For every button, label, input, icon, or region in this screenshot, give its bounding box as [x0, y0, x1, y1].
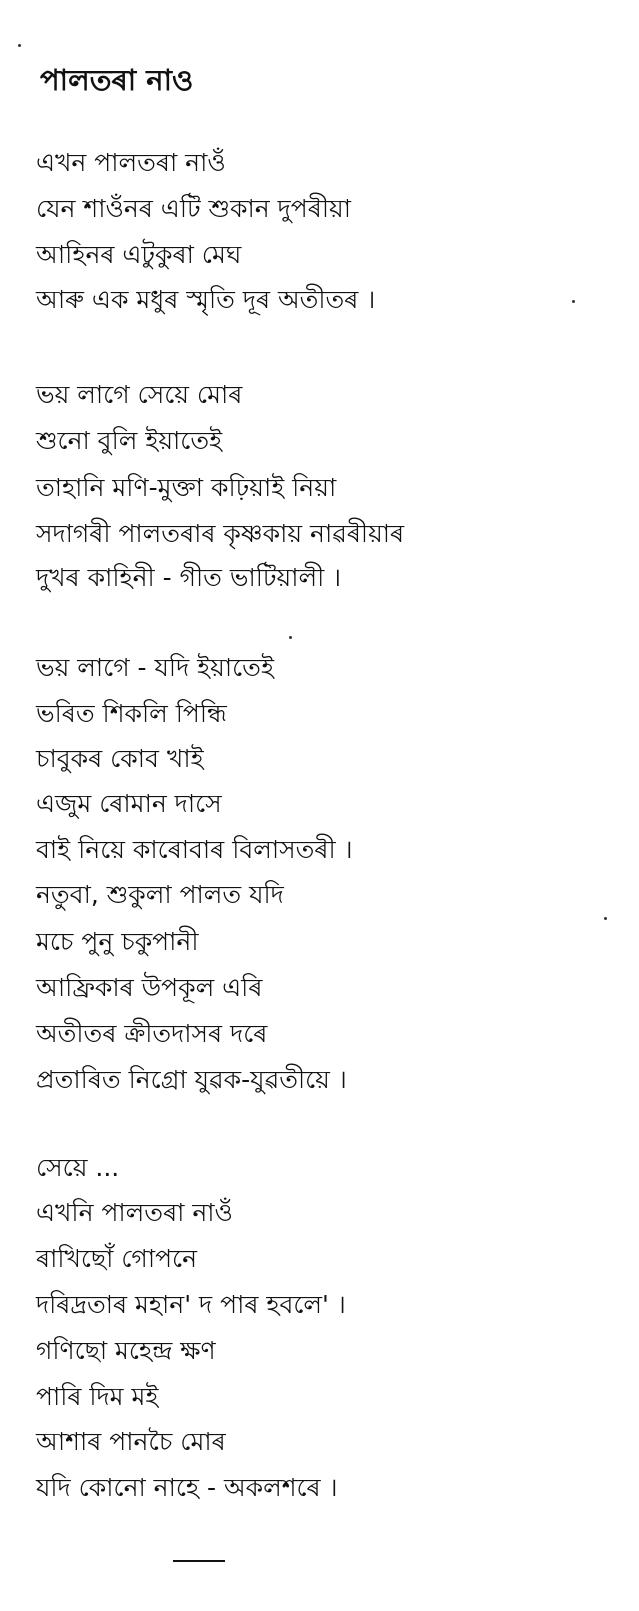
poem-line: সেয়ে ...	[36, 1153, 120, 1182]
poem-line: প্রতাৰিত নিগ্রো যুৱক-যুৱতীয়ে ।	[36, 1065, 347, 1094]
scan-speck	[289, 636, 292, 639]
poem-line: আহিনৰ এটুকুৰা মেঘ	[36, 240, 242, 269]
poem-line: আশাৰ পানচৈ মোৰ	[36, 1427, 226, 1456]
poem-line: অতীতৰ ক্রীতদাসৰ দৰে	[36, 1019, 268, 1048]
poem-line: নতুবা, শুকুলা পালত যদি	[36, 880, 284, 909]
poem-line: ভয় লাগে সেয়ে মোৰ	[36, 380, 243, 409]
poem-line: মচে পুনু চকুপানী	[36, 927, 199, 956]
scan-speck	[18, 44, 21, 47]
poem-line: যেন শাওঁনৰ এটি শুকান দুপৰীয়া	[36, 194, 351, 223]
poem-line: গণিছো মহেন্দ্র ক্ষণ	[36, 1336, 216, 1365]
end-rule	[173, 1560, 225, 1562]
poem-line: বাই নিয়ে কাৰোবাৰ বিলাসতৰী ।	[36, 835, 353, 864]
poem-line: দুখৰ কাহিনী - গীত ভাটিয়ালী ।	[36, 563, 342, 592]
poem-line: দৰিদ্রতাৰ মহান' দ পাৰ হবলে' ।	[36, 1290, 346, 1319]
poem-line: চাবুকৰ কোব খাই	[36, 744, 204, 773]
poem-line: এখনি পালতৰা নাওঁ	[36, 1198, 233, 1227]
poem-line: আৰু এক মধুৰ স্মৃতি দূৰ অতীতৰ ।	[36, 285, 376, 314]
poem-line: শুনো বুলি ইয়াতেই	[36, 426, 223, 455]
scan-speck	[604, 917, 607, 920]
poem-line: ভয় লাগে - যদি ইয়াতেই	[36, 653, 274, 682]
poem-line: আফ্রিকাৰ উপকূল এৰি	[36, 973, 263, 1002]
poem-line: ৰাখিছোঁ গোপনে	[36, 1244, 198, 1273]
poem-title: পালতৰা নাও	[40, 63, 194, 97]
poem-line: সদাগৰী পালতৰাৰ কৃষ্ণকায় নাৱৰীয়াৰ	[36, 519, 405, 548]
poem-line: এজুম ৰোমান দাসে	[36, 789, 222, 818]
poem-line: পাৰি দিম মই	[36, 1382, 159, 1411]
poem-line: যদি কোনো নাহে - অকলশৰে ।	[36, 1473, 338, 1502]
poem-line: ভৰিত শিকলি পিন্ধি	[36, 699, 227, 728]
poem-line: এখন পালতৰা নাওঁ	[36, 148, 226, 177]
scan-speck	[572, 300, 575, 303]
poem-line: তাহানি মণি-মুক্তা কঢ়িয়াই নিয়া	[36, 473, 337, 502]
